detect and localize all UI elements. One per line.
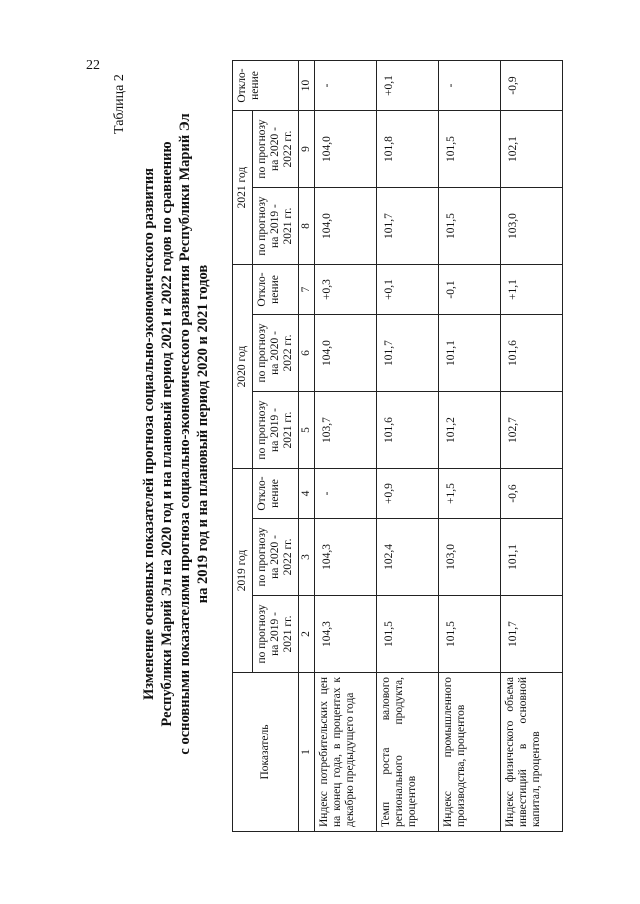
title-line-2: Республики Марий Эл на 2020 год и на плановый период 2021 и 2022 годов по сравнению bbox=[159, 141, 175, 727]
table-cell: 101,5 bbox=[439, 595, 501, 672]
table-cell: - bbox=[315, 61, 377, 111]
table-cell: +0,1 bbox=[377, 61, 439, 111]
table-cell: 104,3 bbox=[315, 595, 377, 672]
header-forecast-2020-2022: по прогнозу на 2020 - 2022 гг. bbox=[253, 314, 299, 391]
column-number: 10 bbox=[299, 61, 315, 111]
table-cell: - bbox=[315, 469, 377, 519]
table-cell: 104,0 bbox=[315, 314, 377, 391]
column-number: 5 bbox=[299, 392, 315, 469]
table-cell: +0,1 bbox=[377, 265, 439, 315]
table-cell: -0,6 bbox=[501, 469, 563, 519]
header-forecast-2019-2021: по прогнозу на 2019 - 2021 гг. bbox=[253, 392, 299, 469]
table-cell: +0,9 bbox=[377, 469, 439, 519]
row-indicator: Индекс физического объема инвестиций в основной капитал, процентов bbox=[501, 673, 563, 832]
table-cell: 103,7 bbox=[315, 392, 377, 469]
table-cell: 103,0 bbox=[501, 188, 563, 265]
header-forecast-2019-2021: по прогнозу на 2019 - 2021 гг. bbox=[253, 595, 299, 672]
table-cell: -0,1 bbox=[439, 265, 501, 315]
table-cell: 103,0 bbox=[439, 518, 501, 595]
table-cell: +1,1 bbox=[501, 265, 563, 315]
header-forecast-2020-2022: по прогнозу на 2020 - 2022 гг. bbox=[253, 111, 299, 188]
table-cell: 101,6 bbox=[377, 392, 439, 469]
table-row bbox=[439, 61, 501, 832]
title-line-1: Изменение основных показателей прогноза социально-экономического развития bbox=[141, 167, 157, 701]
column-number: 6 bbox=[299, 314, 315, 391]
table-label: Таблица 2 bbox=[112, 74, 127, 134]
header-deviation-2021: Откло-нение bbox=[233, 61, 299, 111]
table-cell: 102,7 bbox=[501, 392, 563, 469]
table-title bbox=[140, 34, 212, 834]
header-forecast-2019-2021: по прогнозу на 2019 - 2021 гг. bbox=[253, 188, 299, 265]
table-cell: 102,1 bbox=[501, 111, 563, 188]
header-year-2021: 2021 год bbox=[233, 111, 253, 265]
column-number: 9 bbox=[299, 111, 315, 188]
column-number: 3 bbox=[299, 518, 315, 595]
row-indicator: Темп роста валового регионального продукта, процентов bbox=[377, 673, 439, 832]
table-cell: 101,6 bbox=[501, 314, 563, 391]
table-row bbox=[501, 61, 563, 832]
header-indicator: Показатель bbox=[233, 673, 299, 832]
table-cell: 101,7 bbox=[377, 188, 439, 265]
table-cell: +0,3 bbox=[315, 265, 377, 315]
table-row bbox=[377, 61, 439, 832]
table-cell: 102,4 bbox=[377, 518, 439, 595]
table-cell: - bbox=[439, 61, 501, 111]
table-cell: 101,7 bbox=[377, 314, 439, 391]
table-cell: 101,5 bbox=[439, 111, 501, 188]
row-indicator: Индекс потребительских цен на конец года, в процентах к декабрю предыдущего года bbox=[315, 673, 377, 832]
table-cell: +1,5 bbox=[439, 469, 501, 519]
table-cell: 101,1 bbox=[501, 518, 563, 595]
header-year-2020: 2020 год bbox=[233, 265, 253, 469]
table-cell: 101,2 bbox=[439, 392, 501, 469]
page-number: 22 bbox=[86, 58, 100, 73]
column-number: 7 bbox=[299, 265, 315, 315]
column-number: 2 bbox=[299, 595, 315, 672]
table-cell: 104,0 bbox=[315, 188, 377, 265]
header-forecast-2020-2022: по прогнозу на 2020 - 2022 гг. bbox=[253, 518, 299, 595]
table-cell: -0,9 bbox=[501, 61, 563, 111]
comparison-table bbox=[232, 60, 563, 832]
table-cell: 101,5 bbox=[377, 595, 439, 672]
table-cell: 101,5 bbox=[439, 188, 501, 265]
table-cell: 104,3 bbox=[315, 518, 377, 595]
header-deviation: Откло-нение bbox=[253, 265, 299, 315]
column-number: 4 bbox=[299, 469, 315, 519]
column-number: 8 bbox=[299, 188, 315, 265]
table-cell: 101,7 bbox=[501, 595, 563, 672]
table-cell: 101,1 bbox=[439, 314, 501, 391]
header-deviation: Откло-нение bbox=[253, 469, 299, 519]
table-cell: 104,0 bbox=[315, 111, 377, 188]
table-cell: 101,8 bbox=[377, 111, 439, 188]
title-line-3: с основными показателями прогноза социально-экономического развития Республики Марий Эл bbox=[177, 113, 193, 755]
title-line-4: на 2019 год и на плановый период 2020 и 2021 годов bbox=[195, 264, 211, 604]
table-row bbox=[315, 61, 377, 832]
header-year-2019: 2019 год bbox=[233, 469, 253, 673]
column-number: 1 bbox=[299, 673, 315, 832]
row-indicator: Индекс промышленного производства, процентов bbox=[439, 673, 501, 832]
